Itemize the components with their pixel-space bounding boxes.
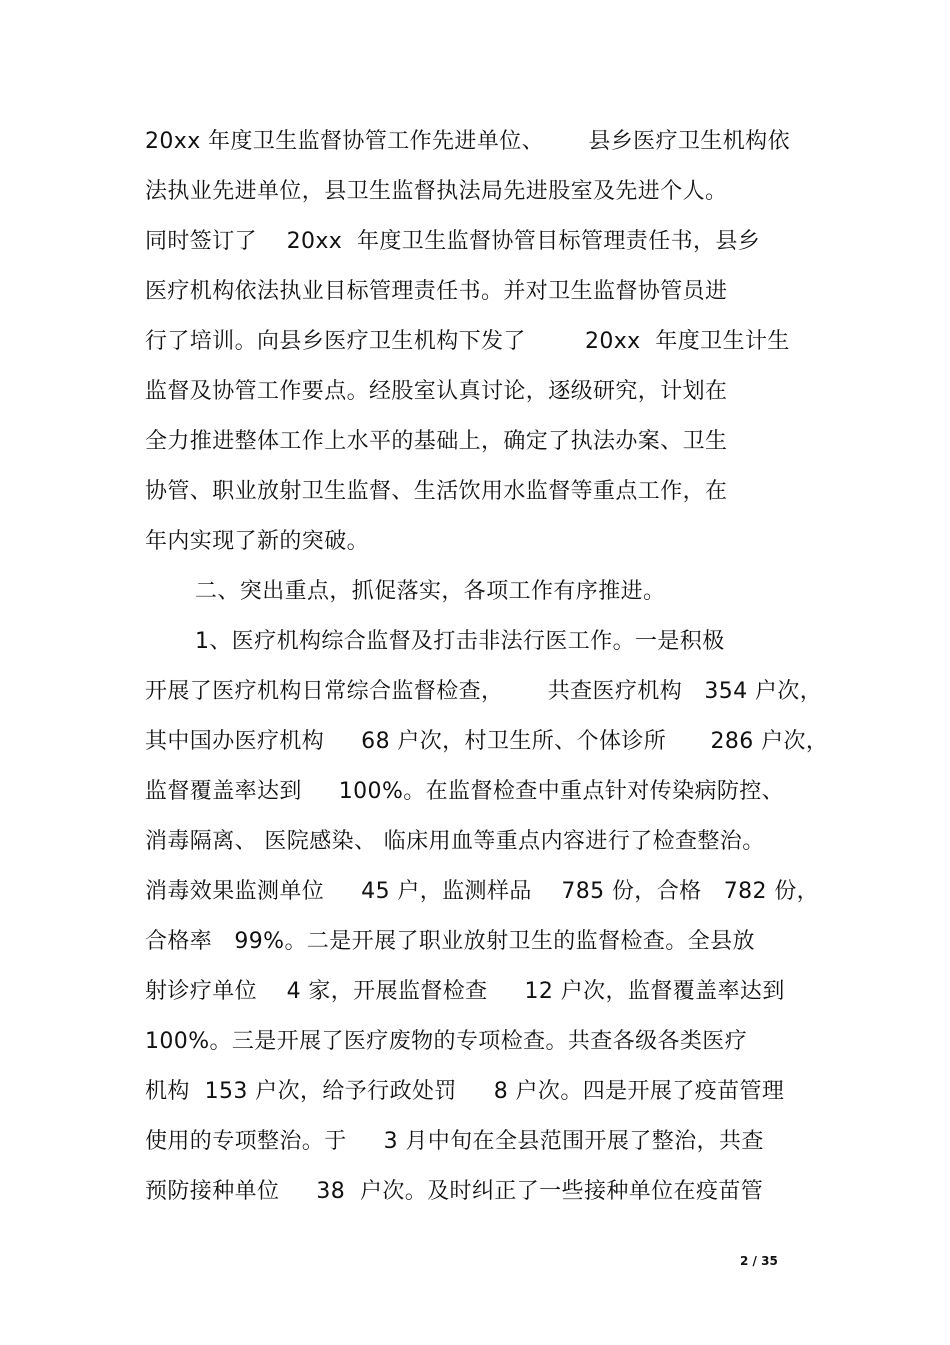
subsection-heading: 1、医疗机构综合监督及打击非法行医工作。一是积极 <box>195 629 725 654</box>
text-line: 协管、职业放射卫生监督、生活饮用水监督等重点工作，在 <box>145 479 728 504</box>
text-line: 年内实现了新的突破。 <box>145 529 370 554</box>
text-line: 合格率 99%。二是开展了职业放射卫生的监督检查。全县放 <box>145 929 755 954</box>
text-line: 机构 153 户次，给予行政处罚 8 户次。四是开展了疫苗管理 <box>145 1079 785 1104</box>
text-line: 法执业先进单位，县卫生监督执法局先进股室及先进个人。 <box>145 179 728 204</box>
text-line: 100%。三是开展了医疗废物的专项检查。共查各级各类医疗 <box>145 1029 748 1054</box>
text-line: 其中国办医疗机构 68 户次，村卫生所、个体诊所 286 户次， <box>145 729 829 754</box>
text-line: 射诊疗单位 4 家，开展监督检查 12 户次，监督覆盖率达到 <box>145 979 785 1004</box>
text-line: 开展了医疗机构日常综合监督检查， 共查医疗机构 354 户次， <box>145 679 823 704</box>
section-heading: 二、突出重点，抓促落实，各项工作有序推进。 <box>195 579 666 604</box>
text-line: 医疗机构依法执业目标管理责任书。并对卫生监督协管员进 <box>145 279 728 304</box>
text-line: 使用的专项整治。于 3 月中旬在全县范围开展了整治，共查 <box>145 1129 764 1154</box>
text-line: 监督覆盖率达到 100%。在监督检查中重点针对传染病防控、 <box>145 779 785 804</box>
text-line: 同时签订了 20xx 年度卫生监督协管目标管理责任书，县乡 <box>145 229 761 254</box>
text-line: 预防接种单位 38 户次。及时纠正了一些接种单位在疫苗管 <box>145 1179 764 1204</box>
text-line: 消毒隔离、 医院感染、 临床用血等重点内容进行了检查整治。 <box>145 829 765 854</box>
text-line: 消毒效果监测单位 45 户，监测样品 785 份，合格 782 份， <box>145 879 820 904</box>
text-line: 监督及协管工作要点。经股室认真讨论，逐级研究，计划在 <box>145 379 728 404</box>
page-number: 2 / 35 <box>740 1254 778 1268</box>
text-line: 行了培训。向县乡医疗卫生机构下发了 20xx 年度卫生计生 <box>145 329 790 354</box>
text-line: 20xx 年度卫生监督协管工作先进单位、 县乡医疗卫生机构依 <box>145 129 790 154</box>
text-line: 全力推进整体工作上水平的基础上，确定了执法办案、卫生 <box>145 429 728 454</box>
